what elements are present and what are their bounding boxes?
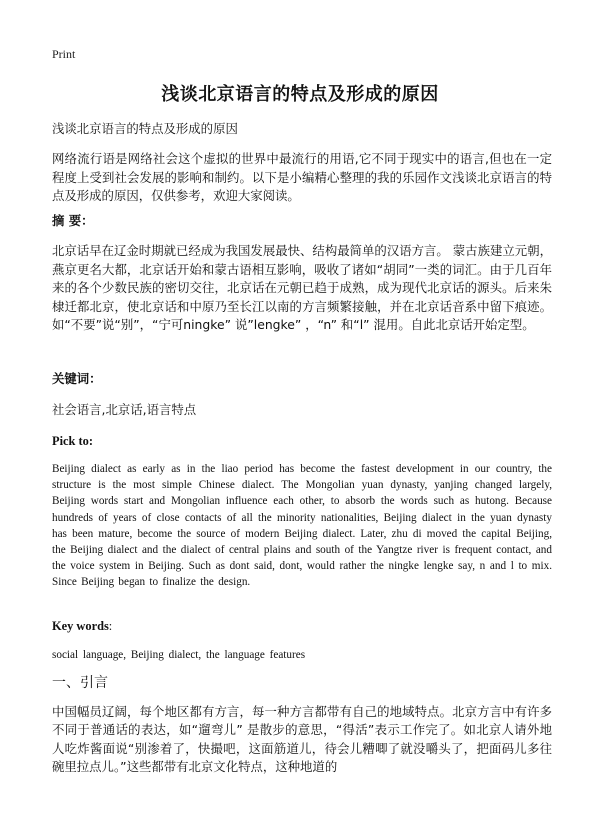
intro-paragraph: 网络流行语是网络社会这个虚拟的世界中最流行的用语,它不同于现实中的语言,但也在一定程度上受到社会发展的影响和制约。以下是小编精心整理的我的乐园作文浅谈北京语言的特点及形成的原因，仅供参考，欢迎大家阅读。 <box>52 151 552 204</box>
section-heading: 一、引言 <box>52 675 108 691</box>
abstract-paragraph: 北京话早在辽金时期就已经成为我国发展最快、结构最简单的汉语方言。 蒙古族建立元朝，燕京更名大都，北京话开始和蒙古语相互影响，吸收了诸如“胡同”一类的词汇。由于几百年来的各个少数民族的密切交往，北京话在元朝已趋于成熟，成为现代北京话的源头。后来朱棣迁都北京，使北京话和中原乃至长江以南的方言频繁接触，并在北京话音系中留下痕迹。如“不要”说“别”，“宁可ningke” 说”lengke” ，“n” 和“l” 混用。自此北京话开始定型。 <box>52 243 552 333</box>
print-link[interactable]: Print <box>52 47 76 61</box>
document-subtitle: 浅谈北京语言的特点及形成的原因 <box>52 121 238 136</box>
keywords-heading: 关键词： <box>52 371 102 386</box>
english-abstract-heading: Pick to: <box>52 434 93 448</box>
english-keywords-heading <box>52 617 552 636</box>
abstract-heading: 摘 要： <box>52 213 94 228</box>
english-keywords-text: social language, Beijing dialect, the language features <box>52 649 306 661</box>
english-keywords-label: Key words <box>52 619 109 633</box>
english-abstract-paragraph: Beijing dialect as early as in the liao period has become the fastest development in our country, the structure is the most simple Chinese dialect. The Mongolian yuan dynasty, yanjing changed largely, Beijing words start and Mongolian influence each other, to absorb the words such as hutong. Because hundreds of years of close contacts of all the minority nationalities, Beijing dialect in the yuan dynasty has been mature, become the source of modern Beijing dialect. Later, zhu di moved the capital Beijing, the Beijing dialect and the dialect of central plains and south of the Yangtze river is frequent contact, and the voice system in Beijing. Such as dont said, dont, would rather the ningke lengke say, n and l to mix. Since Beijing began to finalize the design. <box>52 463 552 589</box>
keywords-text: 社会语言,北京话,语言特点 <box>52 402 197 417</box>
page-title: 浅谈北京语言的特点及形成的原因 <box>161 84 439 105</box>
section-paragraph: 中国幅员辽阔，每个地区都有方言，每一种方言都带有自己的地域特点。北京方言中有许多不同于普通话的表达，如“遛弯儿” 是散步的意思，“得活”表示工作完了。如北京人请外地人吃炸酱面说“别渗着了，快撮吧，这面筋道儿，待会儿糟唧了就没嚼头了，把面码儿多往碗里拉点儿。”这些都带有北京文化特点，这种地道的 <box>52 704 552 775</box>
english-keywords-colon: : <box>108 619 113 633</box>
